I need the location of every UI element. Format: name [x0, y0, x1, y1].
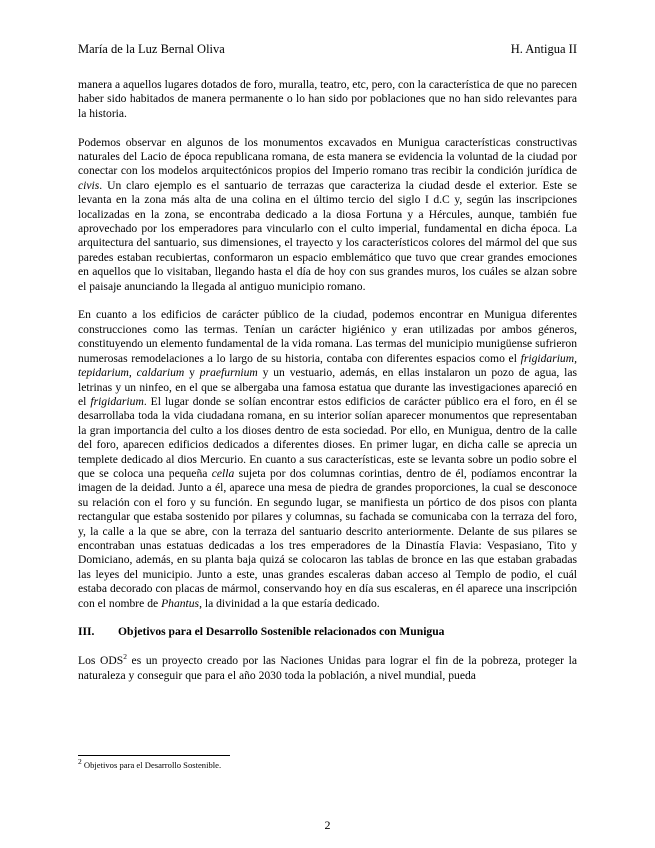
paragraph-3-text: sujeta por dos columnas corintias, dentro de él, podíamos encontrar la imagen de la deidad. Junto a él, aparece una mesa de piedra de grandes proporciones, la cual se desconoce su relación con el foro y su función. En segundo lugar, se manifiesta un pórtico de dos pisos con planta rectangular que estaba sostenido por pilares y columnas, su fachada se comunicaba con la terraza del foro, y, la calle a la que se abre, con la terraza del santuario descrito anteriormente. Delante de sus pilares se encontraban unas estatuas dedicadas a los tres emperadores de la Dinastía Flavia: Vespasiano, Tito y Domiciano, además, en su planta baja quizá se colocaron las tablas de bronce en las que estaban grabadas las leyes del municipio. Junto a este, unas grandes escaleras daban acceso al Templo de podio, el cuál estaba decorado con placas de mármol, conservando hoy en día sus escaleras, en él aparece una inscripción con el nombre de [78, 466, 577, 610]
paragraph-3-text: . El lugar donde se solían encontrar estos edificios de carácter público era el foro, en él se desarrollaba toda la vida ciudadana romana, en su interior solían aparecer monumentos que representaban la gran importancia del culto a los dioses dentro de esta sociedad. Por ello, en Munigua, dentro de la calle del foro, aparecen edificios dedicados a diferentes dioses. En primer lugar, en dicha calle se aprecia un templete dedicado al dios Mercurio. En cuanto a sus características, este se levanta sobre un podio sobre el que se coloca una pequeña [78, 394, 578, 480]
term-baths: frigidarium, tepidarium, caldarium [78, 351, 577, 380]
header-course: H. Antigua II [510, 42, 577, 56]
term-praefurnium: praefurnium [199, 366, 258, 380]
section-heading [78, 625, 577, 639]
paragraph-4-text: Los ODS [78, 654, 124, 668]
page-number: 2 [324, 818, 331, 832]
paragraph-1: manera a aquellos lugares dotados de foro, muralla, teatro, etc, pero, con la característica de que no parecen haber sido habitados de manera permanente o lo han sido por poblaciones que no han sido relevantes para la historia. [78, 78, 577, 120]
footnote-reference[interactable]: 2 [123, 652, 127, 662]
term-civis: civis [78, 178, 100, 192]
section-number: III. [78, 625, 95, 639]
term-frigidarium: frigidarium [90, 394, 144, 408]
paragraph-3-text: , la divinidad a la que estaría dedicado. [199, 596, 380, 610]
paragraph-4 [78, 654, 577, 683]
paragraph-2-text: . Un claro ejemplo es el santuario de terrazas que caracteriza la ciudad desde el exterior. Este se levanta en la zona más alta de una colina en el último tercio del siglo I d.C y, según las inscripciones localizadas en la zona, se encontraba dedicado a la diosa Fortuna y a Hércules, aunque, también fue aprovechado por los emperadores para vincularlo con el culto imperial, fundamental en dicha época. La arquitectura del santuario, sus dimensiones, el trayecto y los característicos colores del mármol del que sus paredes estaban recubiertas, conformaron un espacio emblemático que tuvo que crear grandes emociones en aquellos que lo visitaban, llegando hasta el día de hoy con sus grandes muros, los cuáles se alzan sobre el paisaje anunciando la llegada al antiguo municipio romano. [78, 178, 577, 293]
page-header [78, 42, 577, 58]
body-text [78, 78, 577, 683]
footnote-separator [78, 755, 230, 756]
paragraph-4-text: es un proyecto creado por las Naciones Unidas para lograr el fin de la pobreza, proteger la naturaleza y conseguir que para el año 2030 toda la población, a nivel mundial, pueda [78, 654, 578, 682]
footnote-marker: 2 [78, 757, 82, 767]
paragraph-3-text: y [184, 366, 200, 380]
term-cella: cella [211, 466, 235, 480]
paragraph-2-text: Podemos observar en algunos de los monumentos excavados en Munigua características constructivas naturales del Lacio de época republicana romana, de esta manera se evidencia la voluntad de la ciudad por conectar con los modelos arquitectónicos propios del Imperio romano tras recibir la condición jurídica de [78, 135, 577, 178]
paragraph-3-text: En cuanto a los edificios de carácter público de la ciudad, podemos encontrar en Munigua diferentes construcciones como las termas. Tenían un carácter higiénico y eran utilizadas por ambos géneros, constituyendo un elemento fundamental de la vida romana. Las termas del municipio munigüense sufrieron numerosas remodelaciones a lo largo de su historia, contaba con diferentes espacios como el [78, 308, 577, 365]
footnote [78, 757, 222, 771]
term-phantus: Phantus [161, 596, 200, 610]
header-author: María de la Luz Bernal Oliva [78, 42, 225, 56]
section-title: Objetivos para el Desarrollo Sostenible relacionados con Munigua [118, 625, 445, 639]
paragraph-3-text: y un vestuario, además, en ellas instalaron un pozo de agua, las letrinas y un ninfeo, en el que se albergaba una famosa estatua que durante las investigaciones apareció en el [78, 366, 578, 408]
footnote-text: Objetivos para el Desarrollo Sostenible. [81, 760, 222, 770]
paragraph-2 [78, 136, 577, 294]
paragraph-3 [78, 308, 577, 611]
